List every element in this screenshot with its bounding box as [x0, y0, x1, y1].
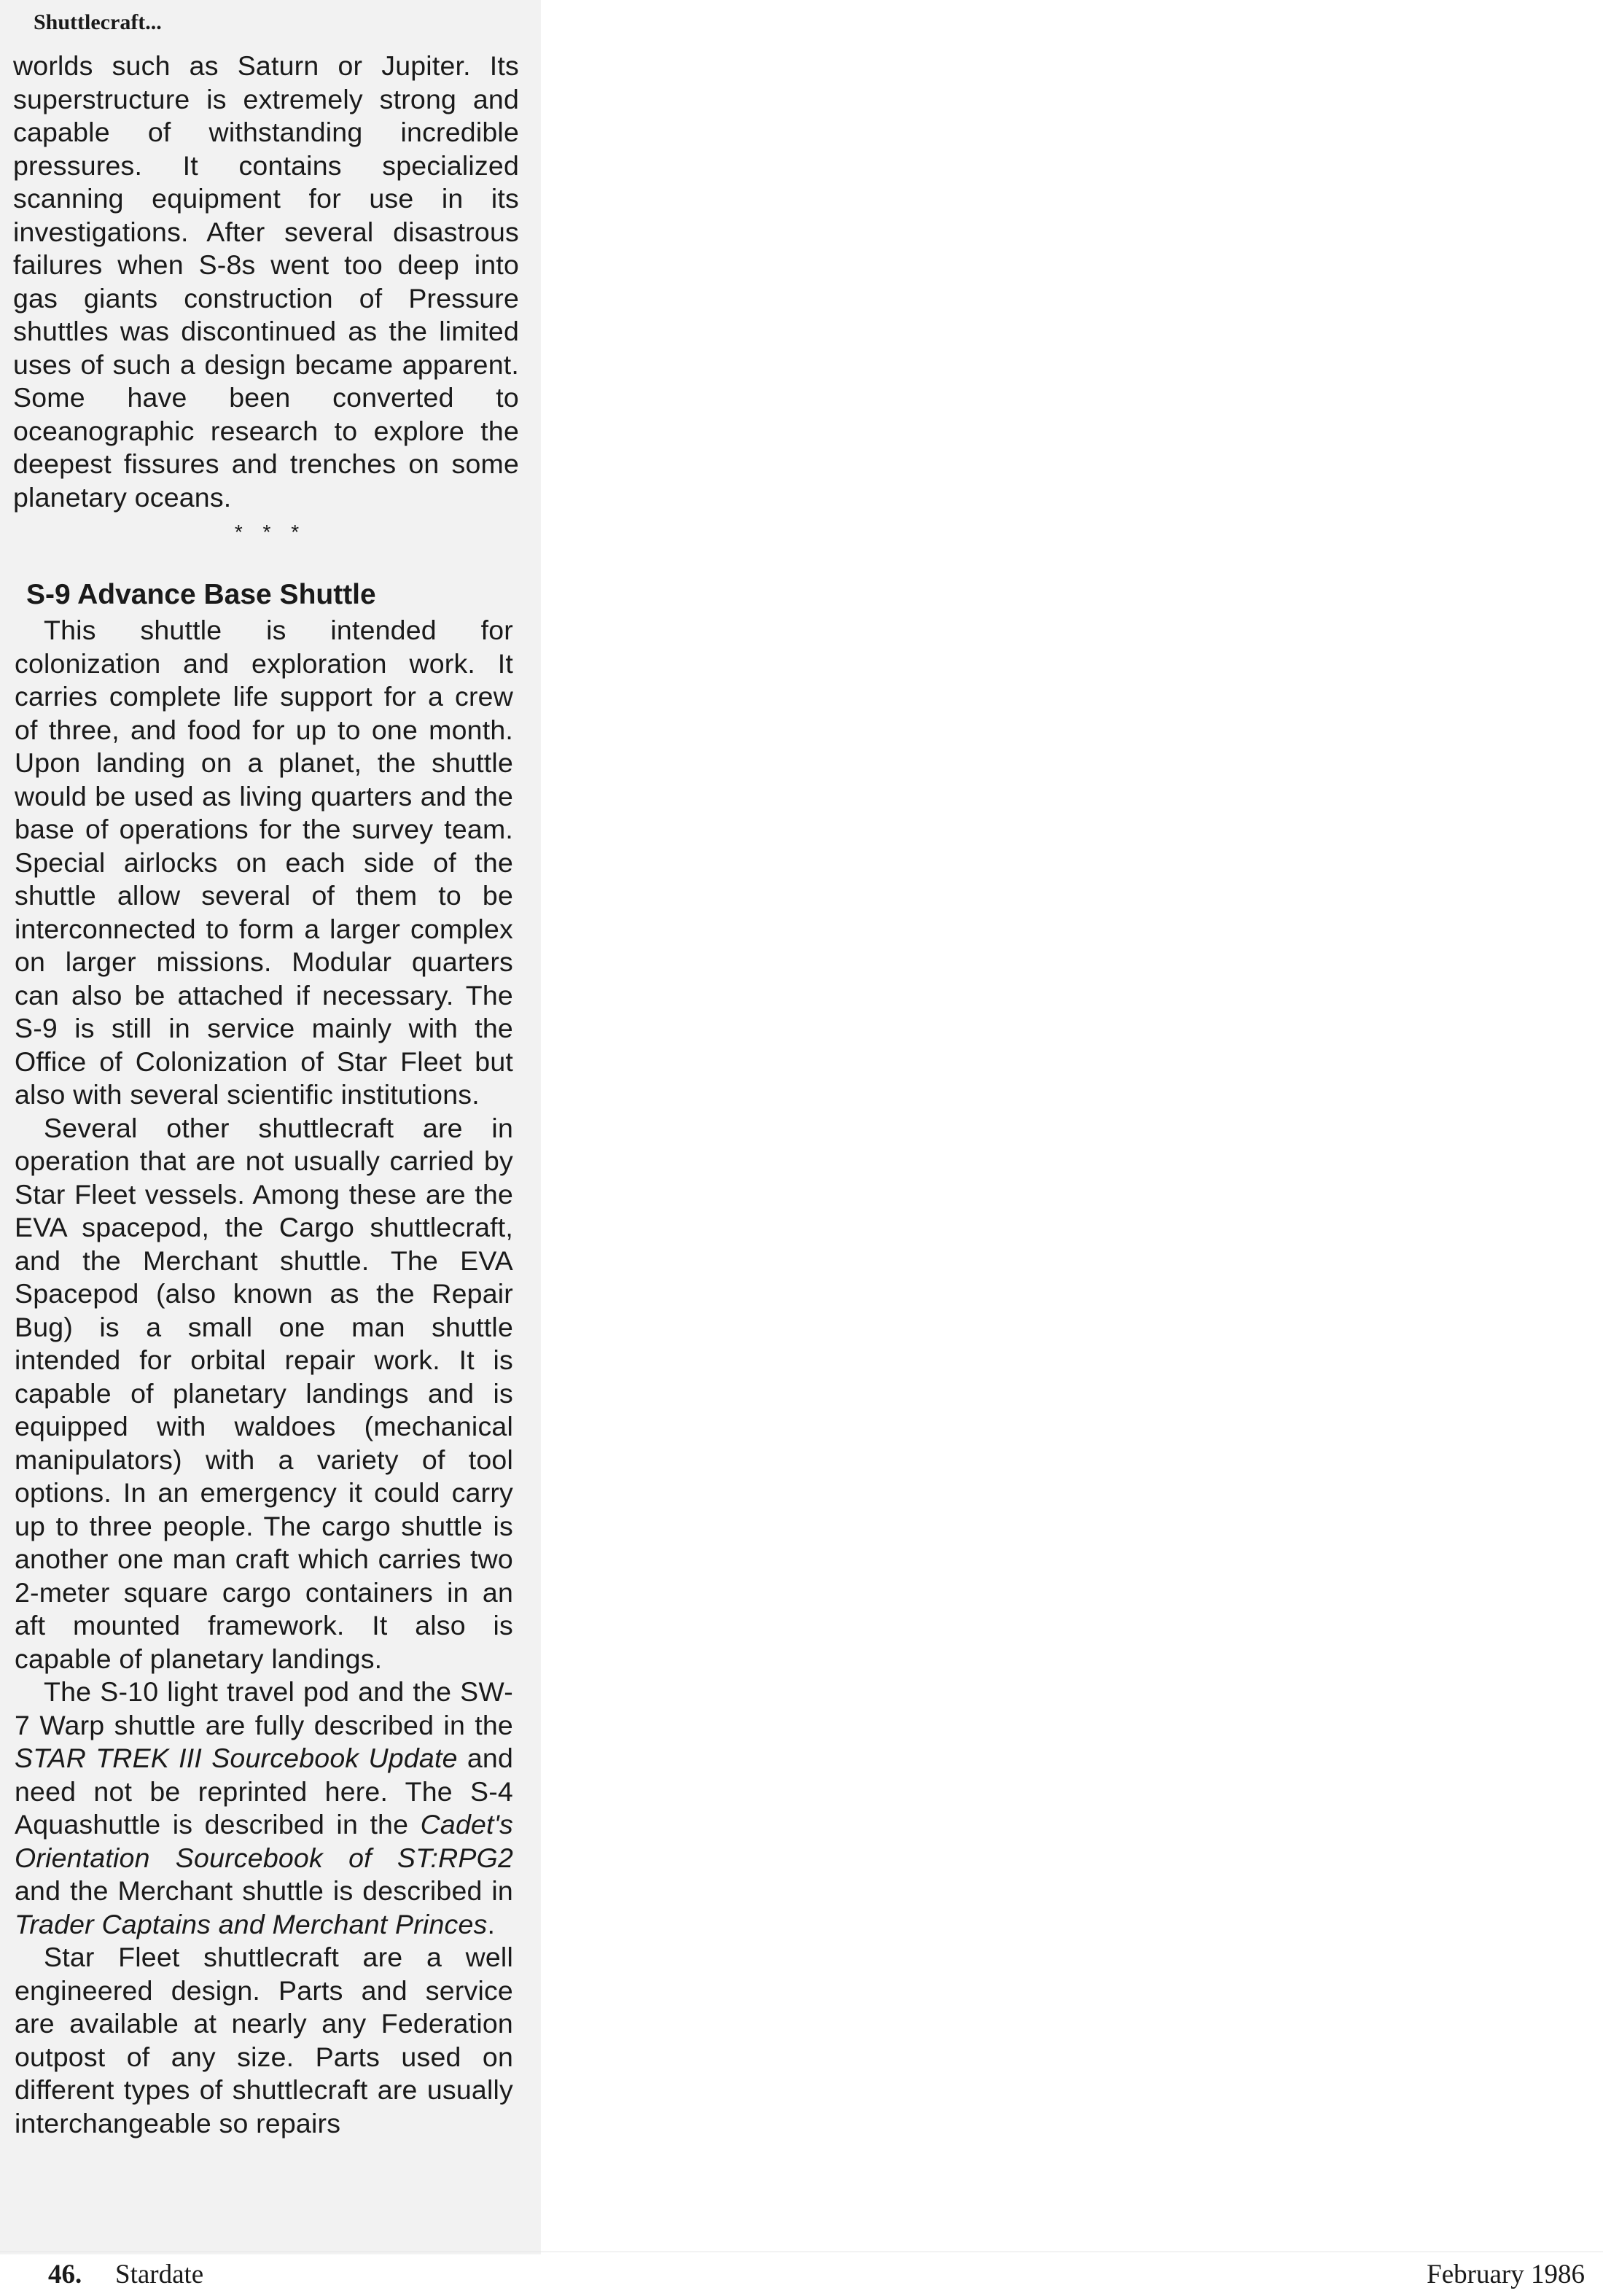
section-separator: * * *: [234, 521, 307, 543]
paragraph-s9: This shuttle is intended for colonization and exploration work. It carries complete life support for a crew of three, and food for up to one month. Upon landing on a planet, the shuttle would be used as living quarters and the base of operations for the survey team. Special airlocks on each side of the shuttle allow several of them to be interconnected to form a larger complex on larger missions. Modular quarters can also be attached if necessary. The S-9 is still in service mainly with the Office of Colonization of Star Fleet but also with several scientific institutions.: [15, 615, 513, 1110]
article-body: [15, 614, 513, 2140]
paragraph-s10: [15, 1676, 513, 1941]
paragraph-other-shuttles: Several other shuttlecraft are in operation that are not usually carried by Star Fleet vessels. Among these are the EVA spacepod, the Cargo shuttlecraft, and the Merchant shuttle. The EVA Spacepod (also known as the Repair Bug) is a small one man shuttle intended for orbital repair work. It is capable of planetary landings and is equipped with waldoes (mechanical manipulators) with a variety of tool options. In an emergency it could carry up to three people. The cargo shuttle is another one man craft which carries two 2-meter square cargo containers in an aft mounted framework. It also is capable of planetary landings.: [15, 1112, 513, 1674]
book-title: Cadet's Orientation Sourcebook of ST:RPG2: [15, 1809, 513, 1873]
issue-date: February 1986: [1427, 2260, 1585, 2289]
text-run: and the Merchant shuttle is described in: [15, 1875, 513, 1906]
text-run: and need not be reprinted here. The S-4 Aquashuttle is described in the: [15, 1743, 513, 1840]
publication-name: Stardate: [115, 2260, 204, 2289]
text-run: The S-10 light travel pod and the SW-7 Warp shuttle are fully described in the: [15, 1676, 513, 1740]
running-head: Shuttlecraft...: [34, 10, 162, 34]
paragraph-final: Star Fleet shuttlecraft are a well engineered design. Parts and service are available at nearly any Federation outpost of any size. Parts used on different types of shuttlecraft are usually interchangeable so repairs: [15, 1942, 513, 2139]
book-title: Trader Captains and Merchant Princes: [15, 1908, 488, 1939]
section-heading: S-9 Advance Base Shuttle: [26, 579, 376, 610]
page-footer: [0, 2252, 1603, 2296]
page-number: 46.: [48, 2260, 82, 2289]
text-run: .: [487, 1908, 496, 1939]
book-title: STAR TREK III Sourcebook Update: [15, 1743, 458, 1773]
paragraph-continued: worlds such as Saturn or Jupiter. Its superstructure is extremely strong and capable of withstanding incredible pressures. It contains specialized scanning equipment for use in its investigations. After several disastrous failures when S-8s went too deep into gas giants construction of Pressure shuttles was discontinued as the limited uses of such a design became apparent. Some have been converted to oceanographic research to explore the deepest fissures and trenches on some planetary oceans.: [13, 50, 519, 513]
